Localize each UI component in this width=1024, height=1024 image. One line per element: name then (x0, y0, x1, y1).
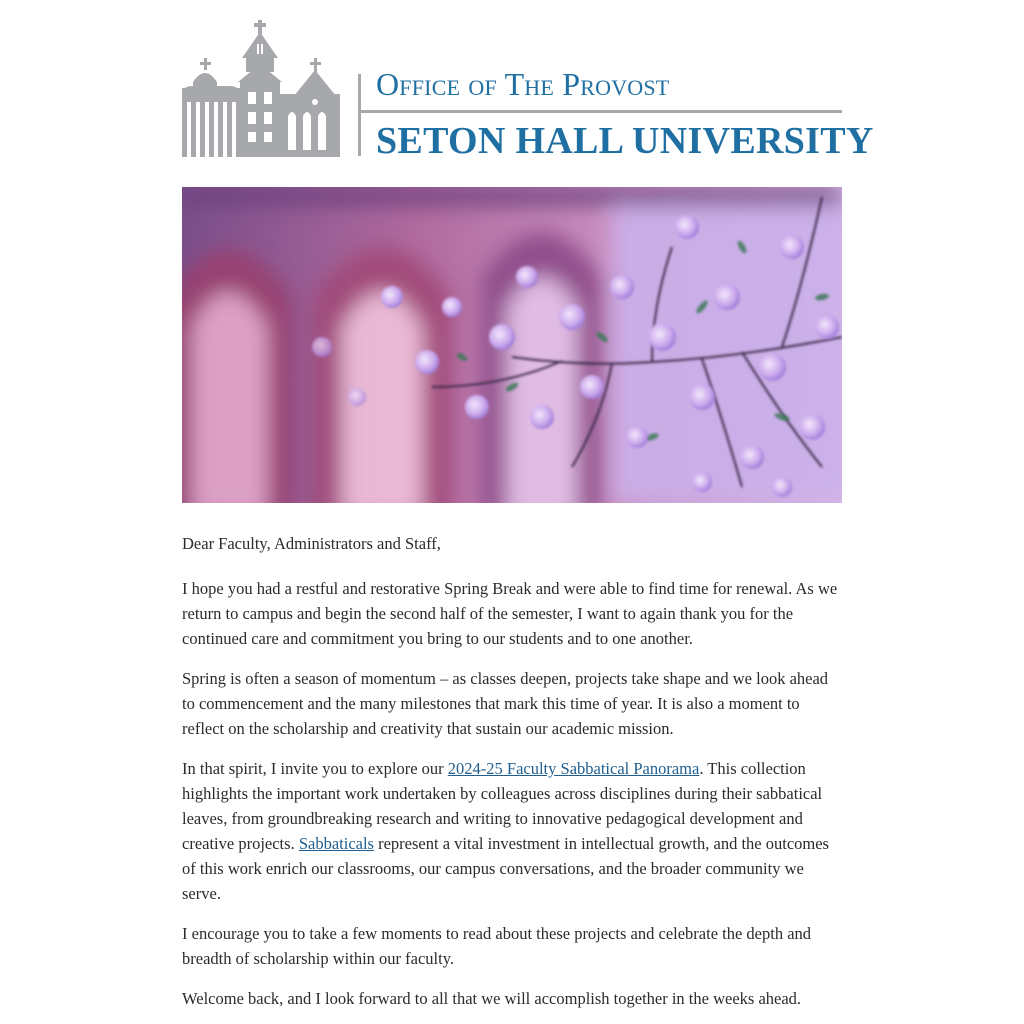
paragraph-text: In that spirit, I invite you to explore our (182, 759, 448, 778)
paragraph-welcome-back: Welcome back, and I look forward to all that we will accomplish together in the weeks ahead. (182, 989, 802, 1008)
salutation: Dear Faculty, Administrators and Staff, (182, 534, 441, 553)
provost-office-logo (182, 0, 874, 187)
sabbaticals-link[interactable]: Sabbaticals (298, 834, 374, 853)
university-name: SETON HALL UNIVERSITY (376, 120, 874, 162)
email-content-column (182, 0, 874, 1024)
office-title: Office of The Provost (376, 66, 670, 102)
paragraph-encourage: I encourage you to take a few moments to read about these projects and celebrate the depth and breadth of scholarship within our faculty. (182, 924, 812, 968)
logo-horizontal-divider (358, 110, 842, 113)
seton-hall-chapel-crest-icon (182, 20, 340, 157)
paragraph-text: . This collection highlights the important work undertaken by colleagues across disciplines during their sabbatical leaves, from groundbreaking research and writing to innovative pedagogical development and creative projects. (182, 759, 823, 853)
sabbatical-panorama-link[interactable]: 2024-25 Faculty Sabbatical Panorama (447, 759, 700, 778)
paragraph-text: represent a vital investment in intellectual growth, and the outcomes of this work enrich our classrooms, our campus conversations, and the broader community we serve. (182, 834, 829, 903)
logo-vertical-divider (358, 74, 361, 156)
paragraph-spring-break: I hope you had a restful and restorative Spring Break and were able to find time for renewal. As we return to campus and begin the second half of the semester, I want to again thank you for the continued care and commitment you bring to our students and to one another. (182, 579, 838, 648)
paragraph-sabbatical-panorama (182, 756, 842, 906)
dogwood-blossom-photo (182, 187, 842, 503)
paragraph-momentum: Spring is often a season of momentum – as classes deepen, projects take shape and we look ahead to commencement and the many milestones that mark this time of year. It is also a moment to reflect on the scholarship and creativity that sustain our academic mission. (182, 669, 829, 738)
letter-body (182, 531, 842, 1011)
